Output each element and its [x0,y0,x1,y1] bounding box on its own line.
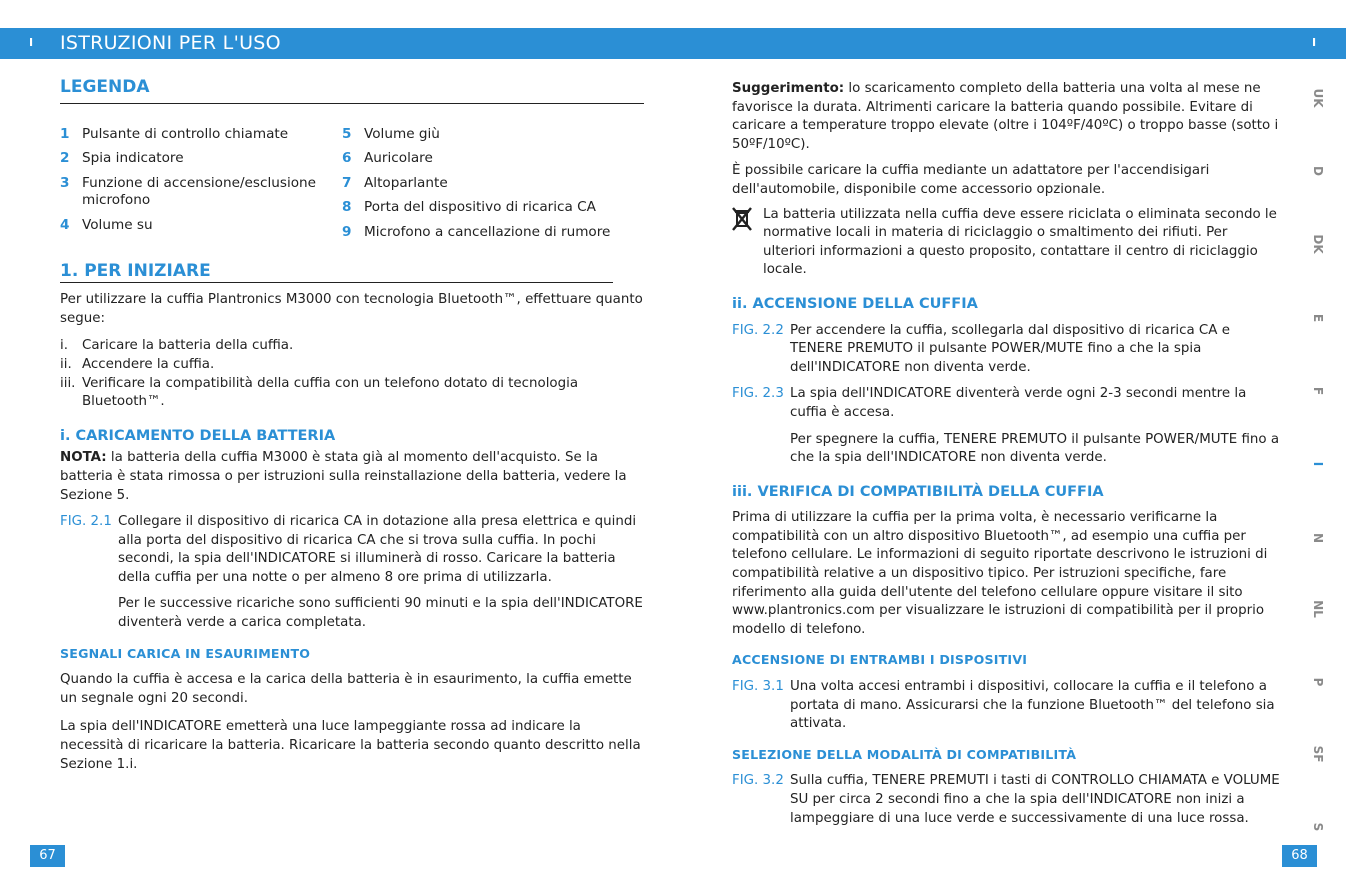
figure-instruction-2-2 [732,322,1282,378]
section-heading-getting-started: 1. PER INIZIARE [60,262,613,284]
legend-text: Funzione di accensione/esclusione microfono [82,174,317,209]
legend-item [342,224,624,242]
figure-text: Una volta accesi entrambi i dispositivi, collocare la cuffia e il telefono a portata di mano. Assicurarsi che la funzione Bluetooth™ del telefono sia attivata. [790,679,1275,732]
figure-instruction-2-3 [732,385,1282,467]
legend-item [342,199,624,217]
legend-item [60,175,342,210]
figure-body [790,322,1282,378]
list-item [60,356,645,375]
sidebar-language-sf[interactable]: SF [1311,745,1325,763]
note-label: NOTA: [60,450,107,466]
figure-body [790,772,1282,828]
figure-instruction-3-1 [732,678,1282,734]
legend-heading: LEGENDA [60,78,644,104]
note-paragraph [60,449,645,505]
legend-list [60,126,645,249]
legend-item [60,217,342,235]
sidebar-language-n[interactable]: N [1311,532,1325,544]
legend-number: 6 [342,150,352,167]
legend-number: 5 [342,125,352,142]
sidebar-language-uk[interactable]: UK [1311,88,1325,108]
page-number-left: 67 [30,845,65,867]
subheading-compatibility-mode: SELEZIONE DELLA MODALITÀ DI COMPATIBILITÀ [732,746,1077,762]
legend-text: Auricolare [364,150,433,167]
page-number-right: 68 [1282,845,1317,867]
sidebar-language-i[interactable]: I [1311,461,1325,467]
left-column [60,78,645,774]
header-band [0,28,1346,59]
section-letter-left: I [29,36,34,49]
figure-text: Per le successive ricariche sono sufficienti 90 minuti e la spia dell'INDICATORE diventerà verde a carica completata. [118,596,643,631]
legend-number: 2 [60,150,70,167]
sidebar-language-s[interactable]: S [1311,822,1325,832]
subheading-both-devices: ACCENSIONE DI ENTRAMBI I DISPOSITIVI [732,652,1028,668]
sidebar-language-p[interactable]: P [1311,677,1325,687]
legend-number: 7 [342,174,352,191]
legend-text: Spia indicatore [82,150,184,167]
car-charger-paragraph: È possibile caricare la cuffia mediante un adattatore per l'accendisigari dell'automobile, disponibile come accessorio opzionale. [732,163,1210,197]
low-battery-paragraph-1: Quando la cuffia è accesa e la carica della batteria è in esaurimento, la cuffia emette un segnale ogni 20 secondi. [60,672,632,706]
figure-text: La spia dell'INDICATORE diventerà verde ogni 2-3 secondi mentre la cuffia è accesa. [790,386,1247,420]
low-battery-paragraph-2: La spia dell'INDICATORE emetterà una luce lampeggiante rossa ad indicare la necessità di ricaricare la batteria. Ricaricare la batteria secondo quanto descritto nella Sezione 1.i. [60,719,641,772]
recycle-bin-icon [732,206,763,280]
figure-body [118,513,645,633]
legend-text: Altoparlante [364,174,448,191]
list-item [60,337,645,356]
right-column [732,80,1282,828]
section-letter-right: I [1312,36,1317,49]
tip-text: lo scaricamento completo della batteria una volta al mese ne favorisce la durata. Altrimenti caricare la batteria quando possibile. Evitare di caricare a temperature troppo elevate (oltre i 104ºF/40ºC) o troppo basse (sotto i 50ºF/10ºC). [732,81,1279,152]
subheading-low-battery: SEGNALI CARICA IN ESAURIMENTO [60,645,311,661]
step-number: iii. [60,375,76,391]
legend-item [342,175,624,193]
figure-text: Per spegnere la cuffia, TENERE PREMUTO il pulsante POWER/MUTE fino a che la spia dell'INDICATORE non diventa verde. [790,431,1280,466]
page-title: ISTRUZIONI PER L'USO [60,32,281,54]
sidebar-language-dk[interactable]: DK [1311,234,1325,254]
legend-item [60,126,342,144]
step-text: Accendere la cuffia. [82,356,215,372]
figure-body [790,385,1282,467]
sidebar-language-e[interactable]: E [1311,313,1325,323]
compatibility-paragraph: Prima di utilizzare la cuffia per la prima volta, è necessario verificarne la compatibilità con un altro dispositivo Bluetooth™, ad esempio una cuffia per telefono cellulare. Le informazioni di seguito riportate descrivono le istruzioni di compatibilità relative a un dispositivo tipico. Per istruzioni specifiche, fare riferimento alla guida dell'utente del telefono cellulare oppure visitare il sito www.plantronics.com per visualizzare le istruzioni di compatibilità per il proprio modello di telefono. [732,510,1268,637]
subheading-battery-charging: i. CARICAMENTO DELLA BATTERIA [60,427,336,444]
recycle-text: La batteria utilizzata nella cuffia deve essere riciclata o eliminata secondo le normative locali in materia di riciclaggio o smaltimento dei rifiuti. Per ulteriori informazioni a questo proposito, contattare il centro di riciclaggio locale. [763,206,1277,278]
subheading-compatibility: iii. VERIFICA DI COMPATIBILITÀ DELLA CUFFIA [732,483,1104,500]
figure-label: FIG. 2.2 [732,322,784,338]
recycle-notice [732,206,1282,280]
subheading-power-on: ii. ACCENSIONE DELLA CUFFIA [732,295,978,312]
sidebar-language-d[interactable]: D [1311,166,1325,176]
note-text: la batteria della cuffia M3000 è stata già al momento dell'acquisto. Se la batteria è stata rimossa o per istruzioni sulla reinstallazione della batteria, vedere la Sezione 5. [60,450,627,503]
legend-text: Volume giù [364,125,440,142]
step-number: i. [60,338,68,354]
legend-text: Microfono a cancellazione di rumore [364,223,611,240]
sidebar-language-nl[interactable]: NL [1311,600,1325,618]
legend-item [60,150,342,168]
figure-text: Sulla cuffia, TENERE PREMUTI i tasti di CONTROLLO CHIAMATA e VOLUME SU per circa 2 secondi fino a che la spia dell'INDICATORE non inizi a lampeggiare di una luce verde e successivamente di una luce rossa. [790,773,1280,826]
legend-column-1 [60,126,342,249]
steps-list [60,337,645,411]
step-number: ii. [60,356,72,372]
tip-paragraph [732,80,1282,154]
intro-paragraph: Per utilizzare la cuffia Plantronics M3000 con tecnologia Bluetooth™, effettuare quanto segue: [60,292,643,326]
figure-text: Collegare il dispositivo di ricarica CA in dotazione alla presa elettrica e quindi alla porta del dispositivo di ricarica CA che si trova sulla cuffia. In pochi secondi, la spia dell'INDICATORE si illuminerà di rosso. Caricare la batteria della cuffia per una notte o per almeno 8 ore prima di utilizzarla. [118,514,637,585]
figure-instruction-2-1 [60,513,645,633]
legend-number: 9 [342,223,352,240]
legend-number: 4 [60,216,70,233]
figure-text: Per accendere la cuffia, scollegarla dal dispositivo di ricarica CA e TENERE PREMUTO il pulsante POWER/MUTE fino a che la spia dell'INDICATORE non diventa verde. [790,322,1230,375]
legend-number: 3 [60,174,70,191]
legend-text: Volume su [82,216,153,233]
figure-body [790,678,1282,734]
figure-label: FIG. 2.3 [732,386,784,402]
legend-item [342,126,624,144]
legend-text: Pulsante di controllo chiamate [82,125,289,142]
legend-text: Porta del dispositivo di ricarica CA [364,199,596,216]
step-text: Caricare la batteria della cuffia. [82,338,294,354]
list-item [60,375,645,412]
legend-column-2 [342,126,624,249]
tip-label: Suggerimento: [732,81,845,96]
figure-label: FIG. 3.1 [732,679,784,695]
sidebar-language-f[interactable]: F [1311,386,1325,396]
step-text: Verificare la compatibilità della cuffia con un telefono dotato di tecnologia Bluetooth™. [82,375,579,410]
figure-instruction-3-2 [732,772,1282,828]
legend-item [342,150,624,168]
figure-label: FIG. 2.1 [60,514,112,530]
legend-number: 1 [60,125,70,142]
legend-number: 8 [342,199,352,216]
figure-label: FIG. 3.2 [732,773,784,789]
